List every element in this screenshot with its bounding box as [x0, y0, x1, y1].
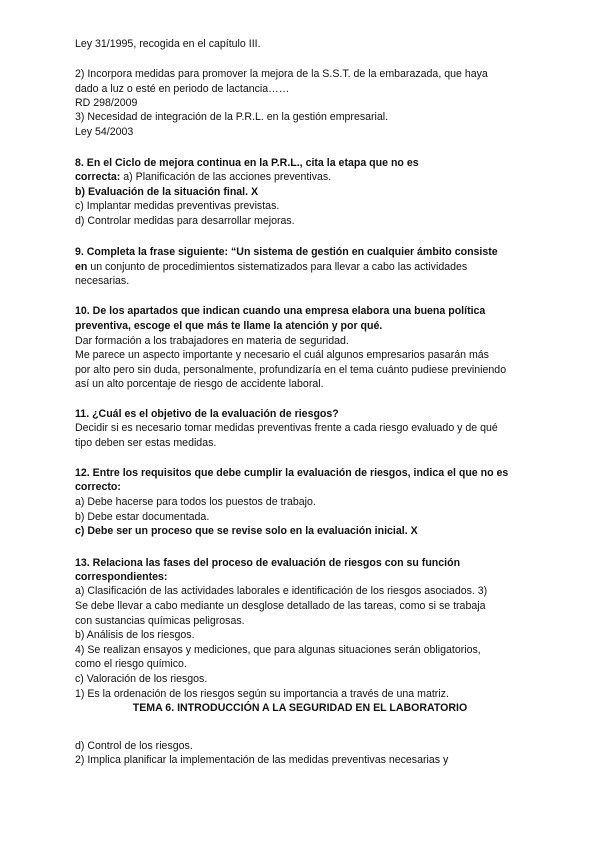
text-line: dado a luz o esté en periodo de lactancia…… [75, 83, 290, 95]
option-a: a) Debe hacerse para todos los puestos de trabajo. [75, 496, 316, 508]
option-b-marked: b) Evaluación de la situación final. X [75, 186, 259, 198]
text-line: como el riesgo químico. [75, 658, 187, 670]
text-line: d) Control de los riesgos. [75, 740, 193, 752]
answer-text: un conjunto de procedimientos sistematizados para llevar a cabo las actividades [87, 261, 468, 273]
text-line: a) Clasificación de las actividades laborales e identificación de los riesgos asociados. 3) [75, 585, 488, 597]
text-line: c) Valoración de los riesgos. [75, 673, 208, 685]
text-line: Dar formación a los trabajadores en materia de seguridad. [75, 335, 349, 347]
question-10-heading: preventiva, escoge el que más te llame la atención y por qué. [75, 320, 383, 332]
question-8-heading: 8. En el Ciclo de mejora continua en la P.R.L., cita la etapa que no es [75, 157, 419, 169]
text-line: 1) Es la ordenación de los riesgos según su importancia a través de una matriz. [75, 688, 449, 700]
text-line: así un alto porcentaje de riesgo de accidente laboral. [75, 378, 324, 390]
text-line: RD 298/2009 [75, 97, 138, 109]
text-line: 2) Incorpora medidas para promover la mejora de la S.S.T. de la embarazada, que haya [75, 68, 488, 80]
text-line: b) Análisis de los riesgos. [75, 629, 195, 641]
text-line: Ley 31/1995, recogida en el capítulo III. [75, 38, 261, 50]
text-line: 2) Implica planificar la implementación de las medidas preventivas necesarias y [75, 754, 449, 766]
question-12-heading: 12. Entre los requisitos que debe cumplir la evaluación de riesgos, indica el que no es [75, 467, 509, 479]
question-9-heading: 9. Completa la frase siguiente: “Un sistema de gestión en cualquier ámbito consiste [75, 246, 498, 258]
question-12-heading: correcto: [75, 481, 121, 493]
option-b: b) Debe estar documentada. [75, 511, 210, 523]
text-line: tipo deben ser estas medidas. [75, 437, 217, 449]
text-line: Ley 54/2003 [75, 126, 134, 138]
text-line: Se debe llevar a cabo mediante un desglose detallado de las tareas, como si se trabaja [75, 600, 486, 612]
text-line: por alto pero sin duda, personalmente, profundizaría en el tema cuánto pudiese previniendo [75, 364, 507, 376]
question-9-line [75, 261, 467, 274]
question-13-heading: 13. Relaciona las fases del proceso de evaluación de riesgos con su función [75, 557, 461, 569]
text-line: 4) Se realizan ensayos y mediciones, que para algunas situaciones serán obligatorios, [75, 644, 481, 656]
option-c-marked: c) Debe ser un proceso que se revise solo en la evaluación inicial. X [75, 525, 418, 537]
question-10-heading: 10. De los apartados que indican cuando una empresa elabora una buena política [75, 305, 486, 317]
bold-prefix: correcta: [75, 171, 121, 183]
option-c: c) Implantar medidas preventivas previstas. [75, 200, 280, 212]
question-11-heading: 11. ¿Cuál es el objetivo de la evaluación de riesgos? [75, 408, 339, 420]
option-d: d) Controlar medidas para desarrollar mejoras. [75, 215, 295, 227]
text-line: 3) Necesidad de integración de la P.R.L. en la gestión empresarial. [75, 111, 389, 123]
text-line: necesarias. [75, 275, 130, 287]
text-line: Me parece un aspecto importante y necesario el cuál algunos empresarios pasarán más [75, 349, 489, 361]
bold-prefix: en [75, 261, 88, 273]
question-8-line [75, 171, 331, 184]
text-line: con sustancias químicas peligrosas. [75, 615, 245, 627]
text-line: Decidir si es necesario tomar medidas preventivas frente a cada riesgo evaluado y de qué [75, 422, 498, 434]
option-a: a) Planificación de las acciones preventivas. [120, 171, 332, 183]
section-title: TEMA 6. INTRODUCCIÓN A LA SEGURIDAD EN EL LABORATORIO [132, 702, 468, 714]
question-13-heading: correspondientes: [75, 571, 168, 583]
